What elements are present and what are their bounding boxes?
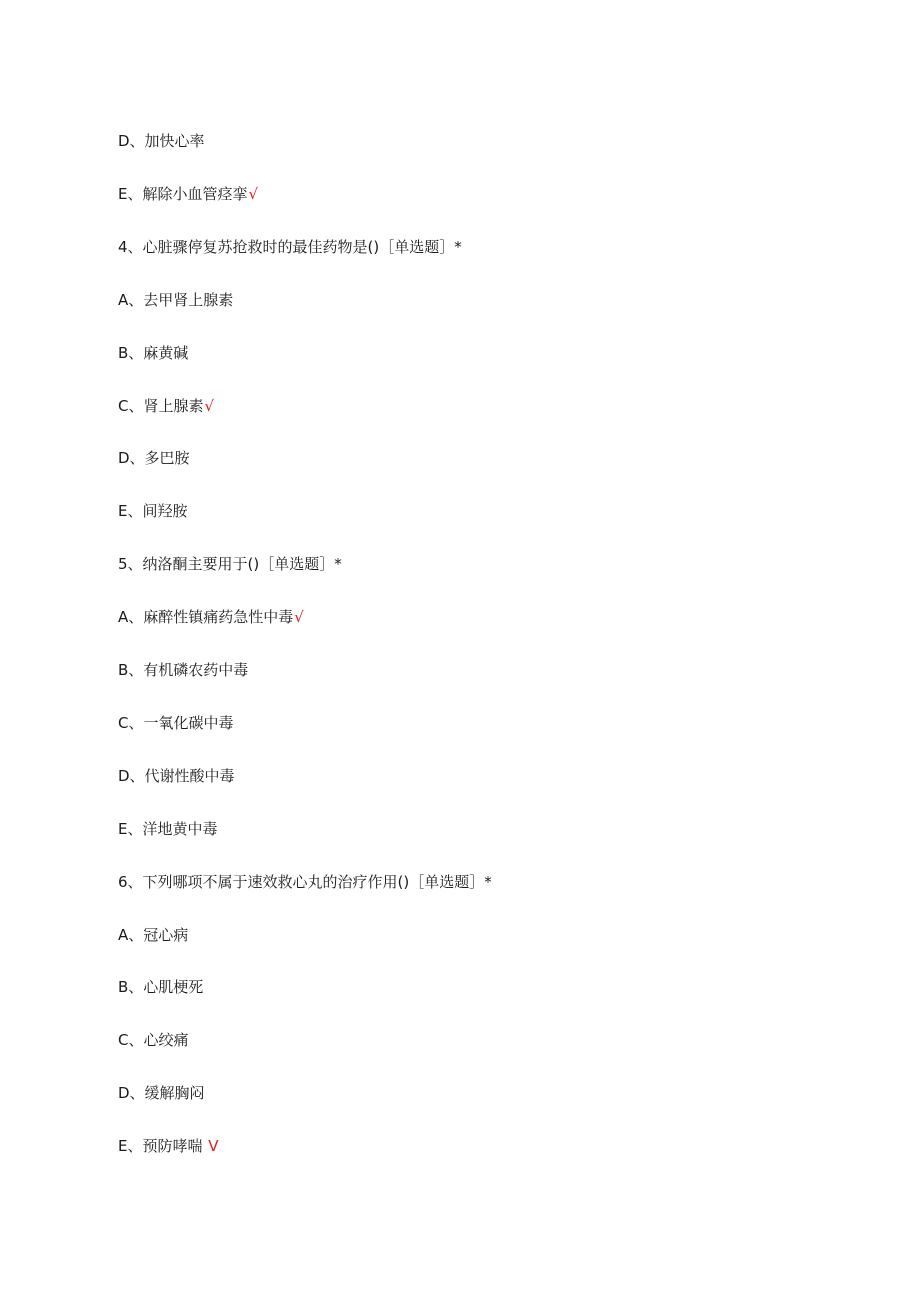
option-item	[118, 183, 258, 205]
option-label: A、麻醉性镇痛药急性中毒	[118, 608, 294, 626]
option-item	[118, 130, 205, 152]
option-label: B、有机磷农药中毒	[118, 661, 249, 679]
option-label: D、加快心率	[118, 132, 205, 150]
option-label: E、解除小血管痉挛	[118, 185, 248, 203]
option-label: C、心绞痛	[118, 1031, 189, 1049]
option-item	[118, 765, 235, 787]
option-label: D、缓解胸闷	[118, 1084, 205, 1102]
option-item	[118, 1135, 219, 1157]
correct-answer-mark: V	[203, 1137, 219, 1155]
option-label: A、去甲肾上腺素	[118, 291, 234, 309]
question-label: 6、下列哪项不属于速效救心丸的治疗作用()［单选题］*	[118, 873, 492, 891]
question-text	[118, 236, 462, 258]
correct-answer-mark: √	[294, 608, 304, 626]
option-label: A、冠心病	[118, 926, 189, 944]
question-label: 5、纳洛酮主要用于()［单选题］*	[118, 555, 342, 573]
question-text	[118, 553, 342, 575]
option-label: C、肾上腺素	[118, 397, 204, 415]
option-item	[118, 342, 188, 364]
option-item	[118, 1082, 205, 1104]
option-label: C、一氧化碳中毒	[118, 714, 234, 732]
option-label: D、多巴胺	[118, 449, 190, 467]
option-item	[118, 447, 190, 469]
option-label: E、间羟胺	[118, 502, 188, 520]
option-item	[118, 924, 188, 946]
question-text	[118, 871, 492, 893]
option-label: B、心肌梗死	[118, 978, 204, 996]
option-label: E、洋地黄中毒	[118, 820, 218, 838]
option-item	[118, 289, 233, 311]
option-item	[118, 712, 233, 734]
option-label: E、预防哮喘	[118, 1137, 203, 1155]
option-item	[118, 1029, 188, 1051]
option-item	[118, 500, 187, 522]
option-item	[118, 606, 304, 628]
correct-answer-mark: √	[248, 185, 259, 203]
option-item	[118, 659, 248, 681]
question-label: 4、心脏骤停复苏抢救时的最佳药物是()［单选题］*	[118, 238, 462, 256]
option-label: D、代谢性酸中毒	[118, 767, 235, 785]
option-item	[118, 395, 214, 417]
option-item	[118, 976, 203, 998]
option-item	[118, 818, 217, 840]
option-label: B、麻黄碱	[118, 344, 189, 362]
correct-answer-mark: √	[204, 397, 215, 415]
